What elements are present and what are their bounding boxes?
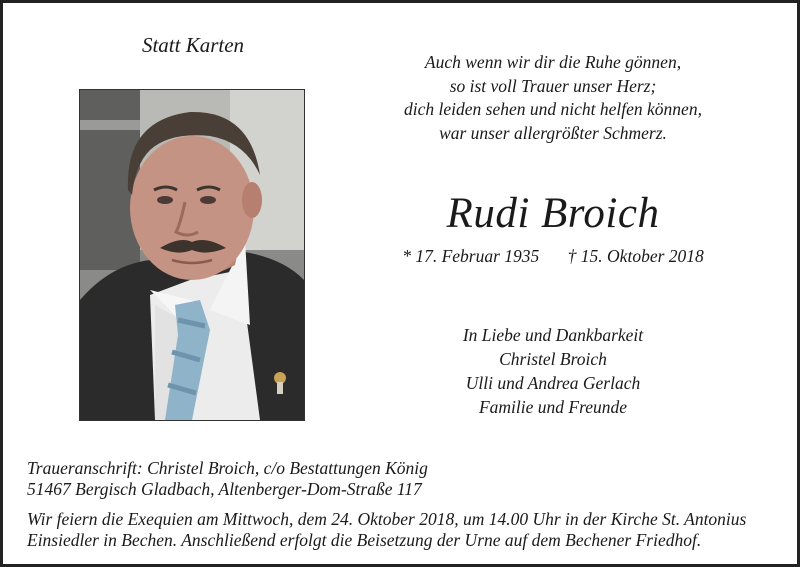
mourner-name: Ulli und Andrea Gerlach xyxy=(465,373,641,393)
poem-line: dich leiden sehen und nicht helfen können, xyxy=(404,99,702,119)
statt-karten-heading: Statt Karten xyxy=(141,33,245,57)
address-line: Traueranschrift: Christel Broich, c/o Bestattungen König xyxy=(27,458,428,478)
mourning-address xyxy=(27,458,587,500)
dedication-line: In Liebe und Dankbarkeit xyxy=(462,325,644,345)
death-date: † 15. Oktober 2018 xyxy=(567,246,704,266)
life-dates xyxy=(363,246,743,267)
address-line: 51467 Bergisch Gladbach, Altenberger-Dom-Straße 117 xyxy=(27,479,422,499)
poem-line: war unser allergrößter Schmerz. xyxy=(439,122,667,143)
birth-date: * 17. Februar 1935 xyxy=(402,246,540,266)
deceased-name: Rudi Broich xyxy=(446,190,660,237)
mourner-name: Familie und Freunde xyxy=(478,397,628,417)
funeral-line: Wir feiern die Exequien am Mittwoch, dem 24. Oktober 2018, um 14.00 Uhr in der Kirche St. Antonius xyxy=(27,509,747,529)
poem-line: so ist voll Trauer unser Herz; xyxy=(449,75,657,96)
mourner-name: Christel Broich xyxy=(499,349,607,369)
funeral-line: Einsiedler in Bechen. Anschließend erfolgt die Beisetzung der Urne auf dem Bechener Friedhof. xyxy=(27,530,702,550)
poem-line: Auch wenn wir dir die Ruhe gönnen, xyxy=(424,52,682,72)
funeral-notice xyxy=(27,509,779,551)
portrait-photo xyxy=(79,89,305,421)
memorial-poem xyxy=(363,51,743,145)
mourners-block xyxy=(363,323,743,419)
